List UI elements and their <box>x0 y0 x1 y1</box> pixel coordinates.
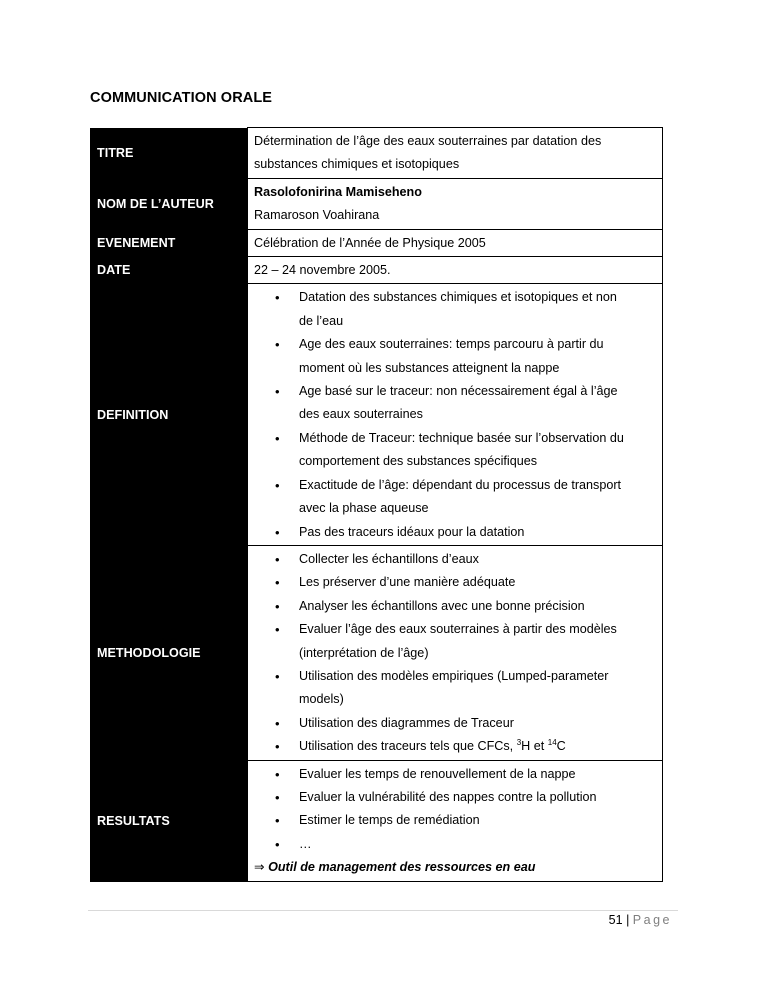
value-date: 22 – 24 novembre 2005. <box>248 257 663 284</box>
page-number: 51 <box>608 913 623 927</box>
list-item <box>254 665 656 712</box>
list-item <box>254 333 656 380</box>
list-item-line: • Analyser les échantillons avec une bonne précision <box>299 598 585 613</box>
list-item-line: • Estimer le temps de remédiation <box>299 813 480 828</box>
value-titre <box>248 128 663 179</box>
list-item-line: • Utilisation des modèles empiriques (Lumped-parameter <box>299 668 609 683</box>
page-word: Page <box>632 913 672 927</box>
label-methodologie: METHODOLOGIE <box>90 545 248 760</box>
list-item-line: • Evaluer la vulnérabilité des nappes contre la pollution <box>299 789 597 804</box>
list-item <box>254 763 656 786</box>
label-auteur: NOM DE L’AUTEUR <box>90 178 248 229</box>
footer-divider <box>88 910 678 911</box>
list-item-line: models) <box>299 692 344 707</box>
list-item <box>254 595 656 618</box>
tracer-suffix: C <box>556 739 566 754</box>
list-item-line: • Age des eaux souterraines: temps parcouru à partir du <box>299 337 604 352</box>
row-evenement <box>90 229 663 256</box>
row-titre <box>90 128 663 179</box>
footer-separator: | <box>626 913 630 927</box>
list-item-line: de l’eau <box>299 313 344 328</box>
conclusion-text: Outil de management des ressources en eau <box>268 860 536 875</box>
page-heading: COMMUNICATION ORALE <box>90 90 273 106</box>
tracer-mid: H et <box>521 739 548 754</box>
list-item-line: • Pas des traceurs idéaux pour la datation <box>299 524 525 539</box>
titre-line-1: Détermination de l’âge des eaux souterraines par datation des <box>254 134 602 148</box>
list-item-line: • Collecter les échantillons d’eaux <box>299 551 479 566</box>
list-item-line: • Evaluer l’âge des eaux souterraines à partir des modèles <box>299 622 617 637</box>
list-item <box>254 571 656 594</box>
definition-list <box>254 286 656 543</box>
value-resultats <box>248 760 663 881</box>
row-date <box>90 257 663 284</box>
row-definition <box>90 284 663 545</box>
list-item-line: • Méthode de Traceur: technique basée sur l’observation du <box>299 430 624 445</box>
label-titre: TITRE <box>90 128 248 179</box>
page-footer <box>609 913 672 927</box>
list-item <box>254 427 656 474</box>
list-item-line: (interprétation de l’âge) <box>299 645 429 660</box>
list-item <box>254 809 656 832</box>
list-item <box>254 786 656 809</box>
list-item-line: • Les préserver d’une manière adéquate <box>299 575 516 590</box>
list-item-line: • Age basé sur le traceur: non nécessairement égal à l’âge <box>299 384 618 399</box>
list-item <box>254 521 656 544</box>
value-definition <box>248 284 663 545</box>
label-resultats: RESULTATS <box>90 760 248 881</box>
methodologie-list <box>254 548 656 759</box>
list-item <box>254 618 656 665</box>
list-item-line: des eaux souterraines <box>299 407 423 422</box>
superscript-14: 14 <box>547 737 557 747</box>
list-item <box>254 474 656 521</box>
list-item-line: • Datation des substances chimiques et isotopiques et non <box>299 290 617 305</box>
list-item-line: • Utilisation des diagrammes de Traceur <box>299 715 514 730</box>
list-item <box>254 380 656 427</box>
row-auteur <box>90 178 663 229</box>
label-date: DATE <box>90 257 248 284</box>
titre-line-2: substances chimiques et isotopiques <box>254 157 460 172</box>
resultats-list <box>254 763 656 857</box>
list-item <box>254 548 656 571</box>
label-evenement: EVENEMENT <box>90 229 248 256</box>
value-methodologie <box>248 545 663 760</box>
list-item-line: • … <box>299 836 312 851</box>
author-1: Rasolofonirina Mamiseheno <box>254 184 422 199</box>
list-item <box>254 286 656 333</box>
list-item-line: comportement des substances spécifiques <box>299 454 538 469</box>
conclusion-line <box>254 856 656 879</box>
list-item-line: • Exactitude de l’âge: dépendant du processus de transport <box>299 477 622 492</box>
list-item <box>254 833 656 856</box>
row-methodologie <box>90 545 663 760</box>
label-definition: DEFINITION <box>90 284 248 545</box>
list-item-line: avec la phase aqueuse <box>299 501 429 516</box>
superscript-3: 3 <box>516 737 522 747</box>
communication-table <box>90 127 663 882</box>
row-resultats <box>90 760 663 881</box>
tracer-prefix: Utilisation des traceurs tels que CFCs, <box>299 739 517 754</box>
list-item-line: • Evaluer les temps de renouvellement de la nappe <box>299 766 576 781</box>
value-evenement: Célébration de l’Année de Physique 2005 <box>248 229 663 256</box>
list-item <box>254 712 656 735</box>
list-item-line: moment où les substances atteignent la nappe <box>299 360 560 375</box>
author-2: Ramaroson Voahirana <box>254 208 380 223</box>
value-auteur <box>248 178 663 229</box>
list-item <box>254 735 656 758</box>
implies-arrow-icon: ⇒ <box>254 860 265 875</box>
